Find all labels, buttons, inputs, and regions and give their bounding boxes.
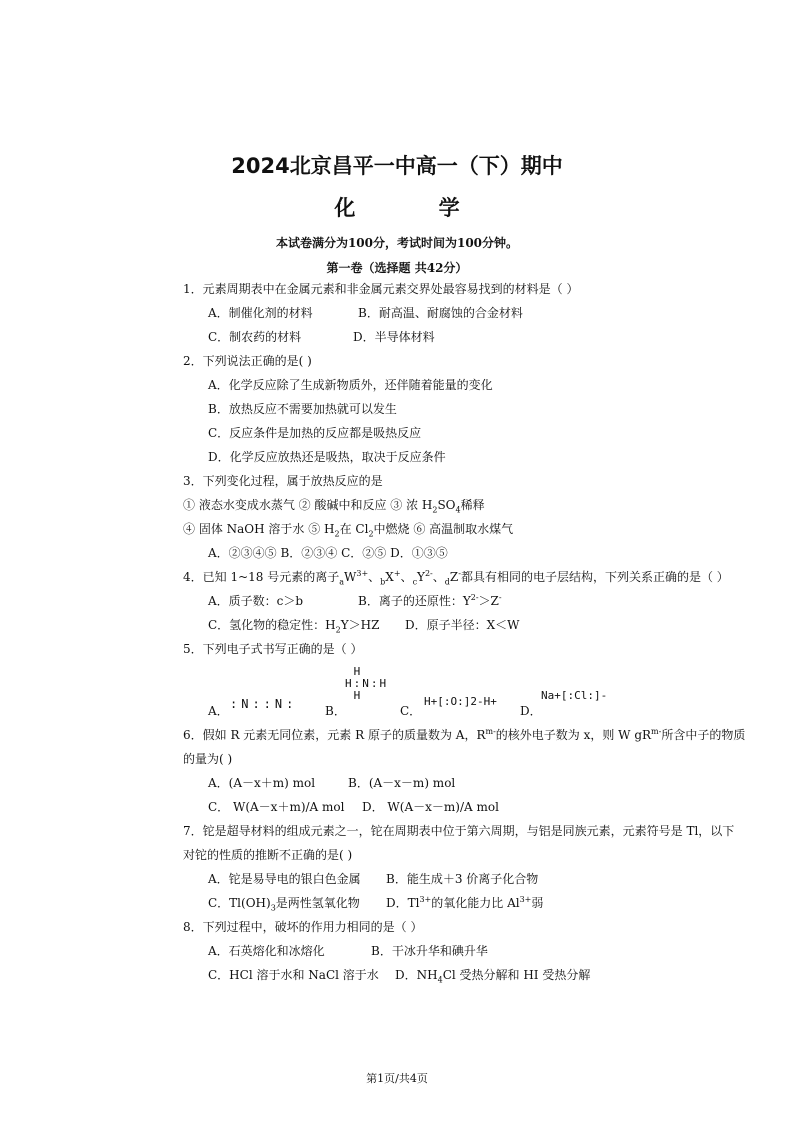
question-7-option-a: A．铊是易导电的银白色金属 (208, 872, 361, 886)
question-6-option-d: D． W(A－x－m)/A mol (362, 800, 499, 814)
question-5-option-c-formula: H+[:O:]2-H+ (424, 695, 497, 708)
exam-note: 本试卷满分为100分，考试时间为100分钟。 (275, 236, 519, 250)
question-1-option-d: D．半导体材料 (353, 330, 435, 344)
question-5-option-a-formula: :N::N: (230, 697, 298, 711)
question-8-option-c: C．HCl 溶于水和 NaCl 溶于水 (208, 968, 379, 982)
question-2-option-c: C．反应条件是加热的反应都是吸热反应 (208, 426, 422, 440)
question-5-stem: 5．下列电子式书写正确的是（ ） (183, 642, 363, 656)
question-4-stem: 4．已知 1~18 号元素的离子$_aW^{3+}$、$_b$X+、$_cY^{2-}$、$_d$Z-都具有相同的电子层结构，下列关系正确的是（ ） (183, 569, 729, 587)
question-3-stem: 3．下列变化过程，属于放热反应的是 (183, 474, 383, 488)
question-8-option-d: D．$NH_4Cl$ 受热分解和 HI 受热分解 (395, 968, 591, 985)
question-5-option-c-label: C． (400, 704, 422, 718)
question-8-option-a: A．石英熔化和冰熔化 (208, 944, 325, 958)
question-8-stem: 8．下列过程中，破坏的作用力相同的是（ ） (183, 920, 423, 934)
question-7-stem-line-2: 对铊的性质的推断不正确的是( ) (183, 848, 353, 862)
question-4-option-a: A．质子数：c＞b (208, 594, 304, 608)
page-number: 第1页/共4页 (366, 1072, 428, 1085)
question-5-option-d-label: D． (520, 704, 542, 718)
question-6-stem-line-1: 6．假如 R 元素无同位素，元素 R 原子的质量数为 A，$R^{m-}$的核外电子数为 x，则 W $gR^{m-}$所含中子的物质 (183, 727, 746, 742)
question-2-option-d: D．化学反应放热还是吸热，取决于反应条件 (208, 450, 446, 464)
question-3-items-line-1: ① 液态水变成水蒸气 ② 酸碱中和反应 ③ 浓 $H_2SO_4$稀释 (183, 498, 485, 515)
question-2-stem: 2．下列说法正确的是( ) (183, 354, 312, 368)
section-heading: 第一卷（选择题 共42分） (326, 261, 468, 275)
question-1-option-b: B．耐高温、耐腐蚀的合金材料 (358, 306, 523, 320)
question-3-options: A．②③④⑤ B．②③④ C．②⑤ D．①③⑤ (208, 546, 448, 560)
question-1-stem: 1．元素周期表中在金属元素和非金属元素交界处最容易找到的材料是（ ） (183, 282, 579, 296)
question-6-option-c: C． W(A－x＋m)/A mol (208, 800, 345, 814)
question-1-option-c: C．制农药的材料 (208, 330, 302, 344)
subject-title: 化 学 (334, 196, 498, 220)
question-4-option-d: D．原子半径：X＜W (405, 618, 520, 632)
question-6-stem-line-2: 的量为( ) (183, 752, 233, 766)
question-6-option-a: A．(A－x＋m) mol (208, 776, 316, 790)
question-1-option-a: A．制催化剂的材料 (208, 306, 313, 320)
question-7-option-c: C．$Tl(OH)_3$是两性氢氧化物 (208, 896, 360, 913)
question-7-stem-line-1: 7．铊是超导材料的组成元素之一，铊在周期表中位于第六周期，与铝是同族元素，元素符号是 Tl，以下 (183, 824, 735, 838)
question-4-option-c: C．氢化物的稳定性：$H_2Y>HZ$ (208, 618, 380, 635)
question-7-option-d: D．$Tl^{3+}$的氧化能力比 $Al^{3+}$弱 (386, 895, 544, 910)
question-3-items-line-2: ④ 固体 NaOH 溶于水 ⑤ $H_2$在 $Cl_2$中燃烧 ⑥ 高温制取水煤气 (183, 522, 514, 539)
page-title: 2024北京昌平一中高一（下）期中 (231, 154, 563, 178)
question-4-option-b: B．离子的还原性：$Y^{2-}>Z^-$ (358, 593, 502, 608)
question-5-option-d-formula: Na+[:Cl:]- (541, 689, 608, 702)
question-7-option-b: B．能生成＋3 价离子化合物 (386, 872, 539, 886)
question-5-option-b-formula: H H:N:H H (345, 665, 389, 702)
question-2-option-a: A．化学反应除了生成新物质外，还伴随着能量的变化 (208, 378, 493, 392)
question-2-option-b: B．放热反应不需要加热就可以发生 (208, 402, 397, 416)
question-8-option-b: B．干冰升华和碘升华 (371, 944, 488, 958)
question-5-option-b-label: B． (325, 704, 346, 718)
question-6-option-b: B．(A－x－m) mol (348, 776, 456, 790)
question-5-option-a-label: A． (208, 704, 229, 718)
